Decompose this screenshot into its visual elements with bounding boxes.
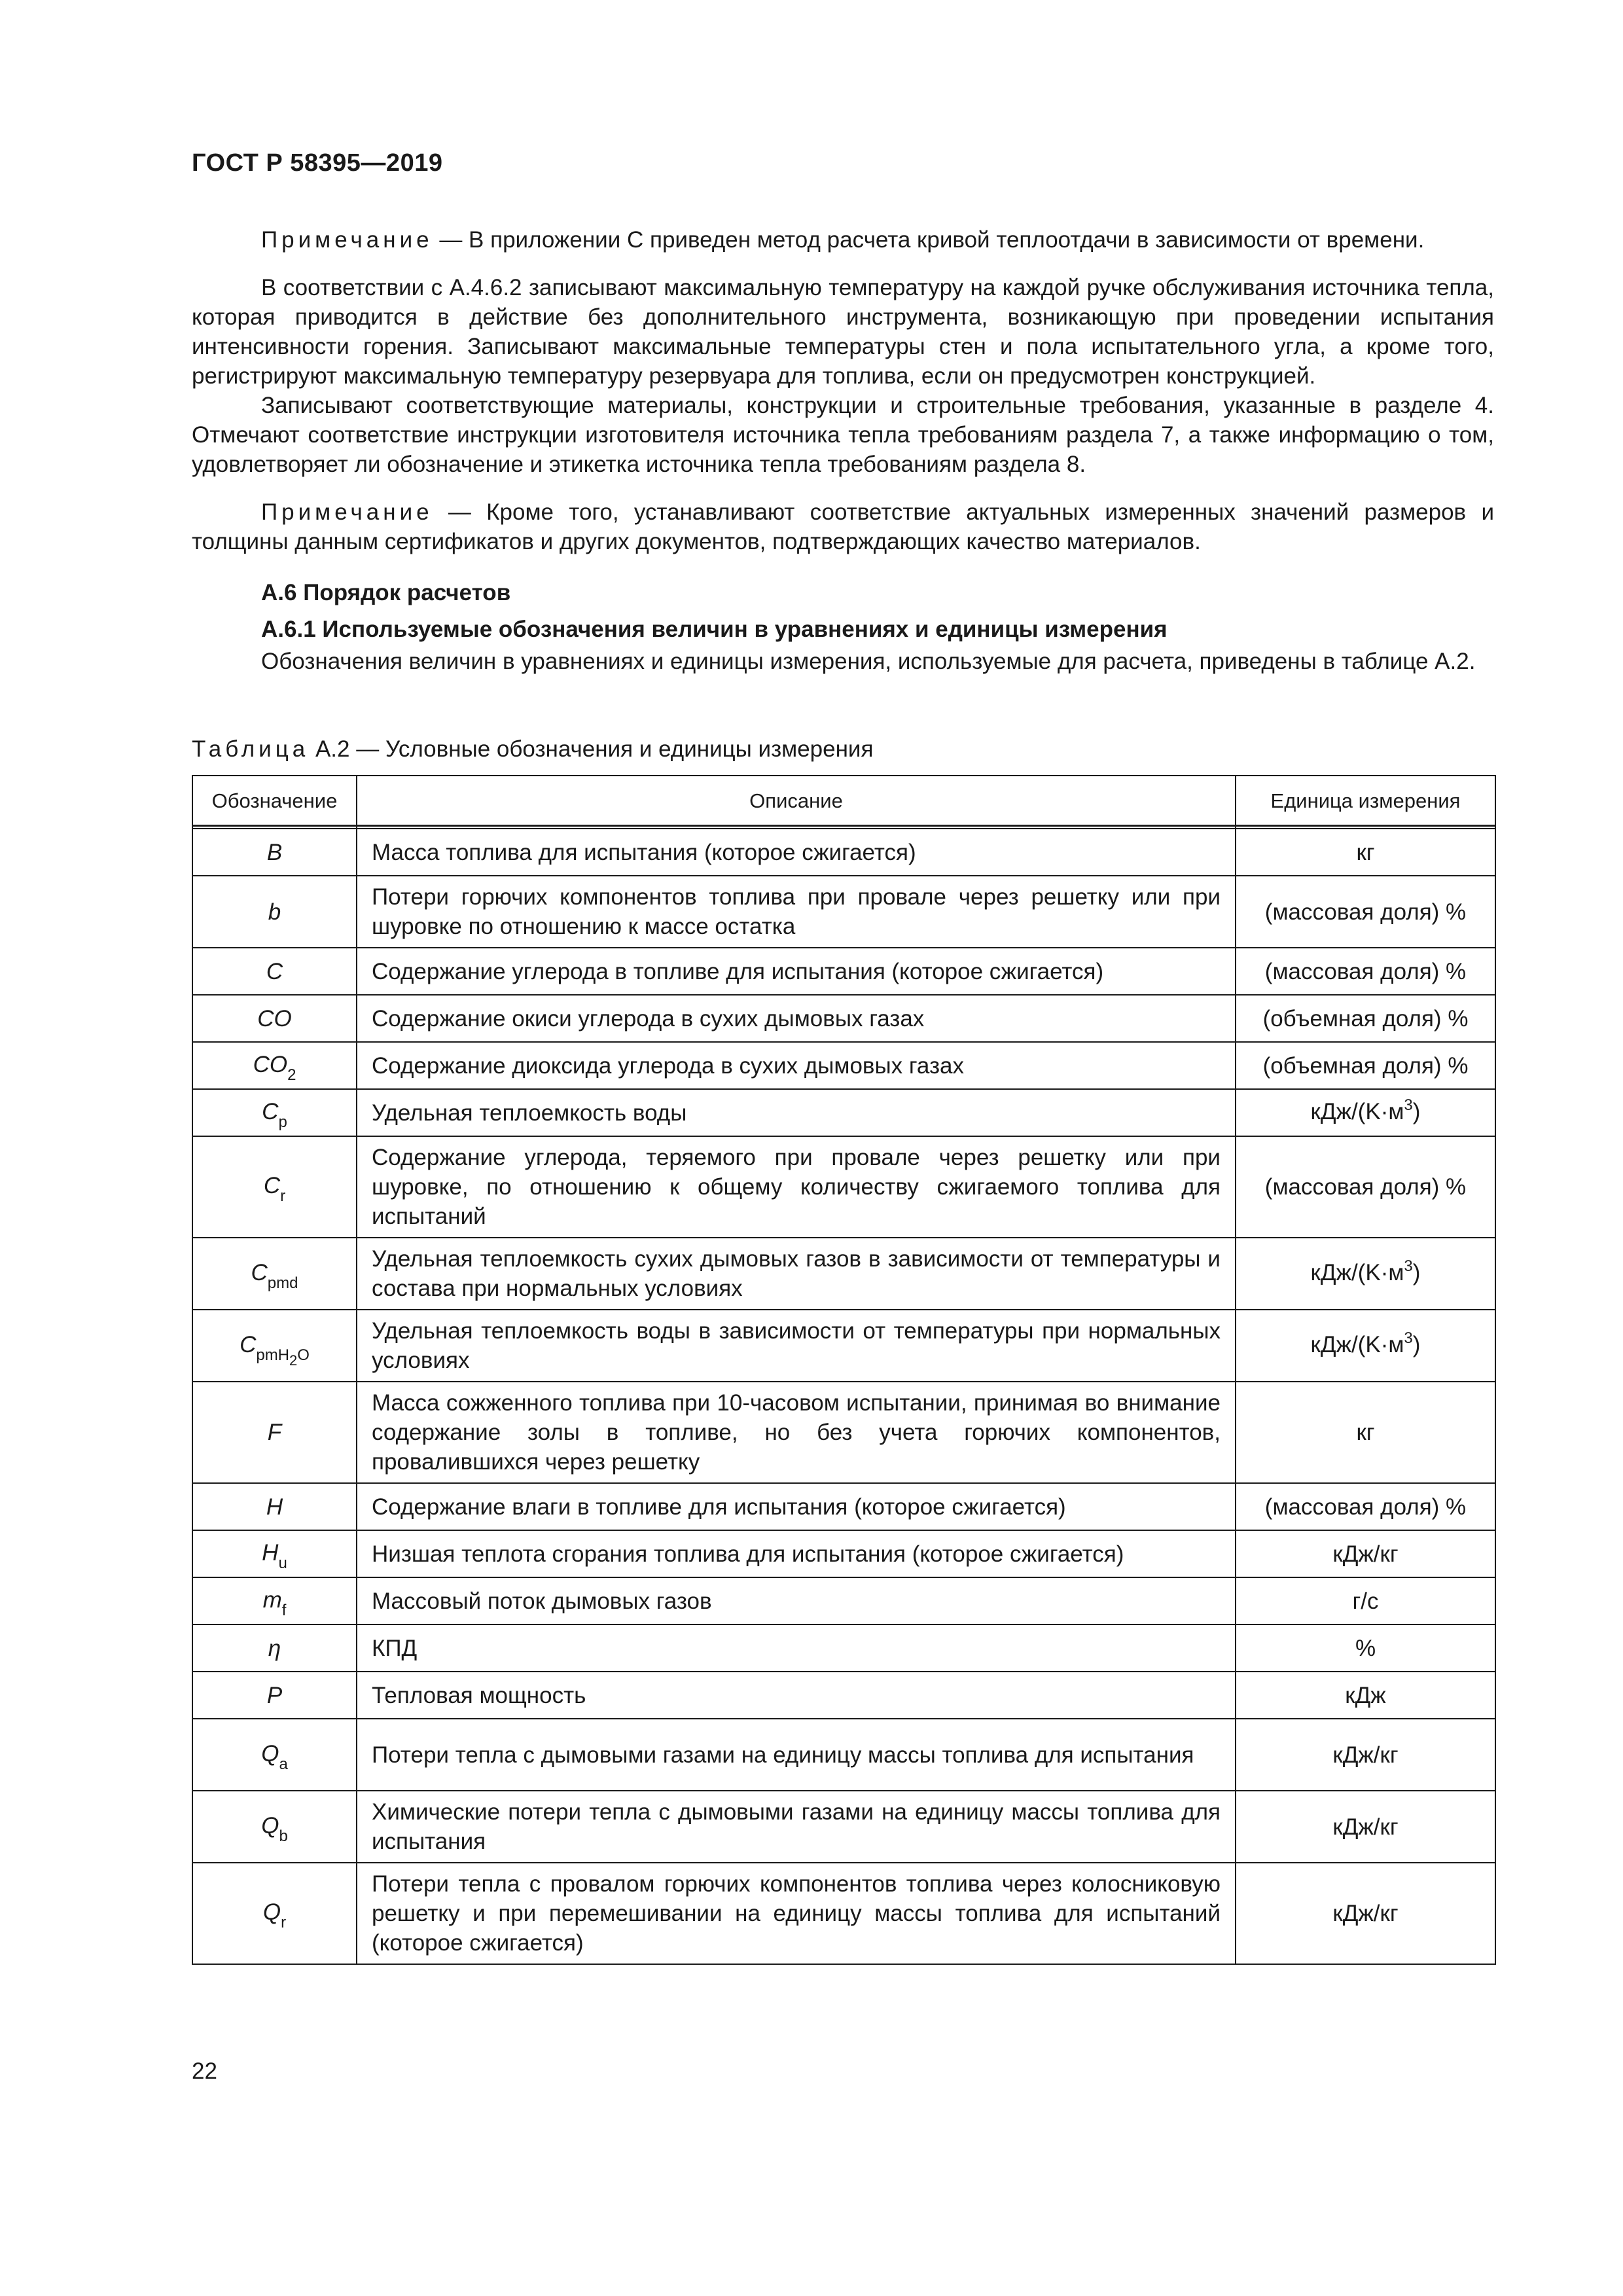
paragraph-2: Записывают соответствующие материалы, конструкции и строительные требования, указанные в разделе 4. Отмечают соответствие инструкции изготовителя источника тепла требованиям раздела 7, а также информацию о том, удовлетворяет ли обозначение и этикетка источника тепла требованиям раздела 8. — [192, 393, 1494, 477]
row-unit — [1236, 995, 1495, 1042]
symbol-subscript: u — [278, 1554, 287, 1572]
row-unit — [1236, 1136, 1495, 1238]
body-text-block — [192, 225, 1494, 556]
unit-text: % — [1355, 1635, 1376, 1661]
unit-superscript: 3 — [1404, 1257, 1413, 1275]
note-1-text: — В приложении С приведен метод расчета кривой теплоотдачи в зависимости от времени. — [433, 227, 1425, 253]
symbol-main: C — [266, 958, 283, 984]
note-1-label: Примечание — [261, 227, 433, 253]
row-description: Низшая теплота сгорания топлива для испытания (которое сжигается) — [357, 1530, 1236, 1577]
row-symbol — [192, 995, 357, 1042]
unit-text: кДж/(K·м — [1310, 1331, 1404, 1357]
row-description: Содержание окиси углерода в сухих дымовых газах — [357, 995, 1236, 1042]
section-a61-text-block — [192, 647, 1494, 676]
row-description: Удельная теплоемкость воды в зависимости от температуры при нормальных условиях — [357, 1310, 1236, 1382]
symbol-main: C — [251, 1259, 268, 1285]
unit-end: ) — [1412, 1259, 1421, 1285]
row-unit — [1236, 1791, 1495, 1863]
unit-text: (массовая доля) % — [1264, 899, 1467, 925]
row-unit — [1236, 1672, 1495, 1719]
symbols-table — [192, 775, 1496, 1965]
row-symbol — [192, 1382, 357, 1483]
row-symbol — [192, 1483, 357, 1530]
symbol-subscript: pmH — [256, 1346, 290, 1364]
row-description: Содержание углерода в топливе для испытания (которое сжигается) — [357, 948, 1236, 995]
note-2 — [192, 497, 1494, 556]
section-a61-title: А.6.1 Используемые обозначения величин в уравнениях и единицы измерения — [261, 617, 1168, 642]
row-symbol — [192, 1136, 357, 1238]
row-description: Содержание углерода, теряемого при провале через решетку или при шуровке, по отношению к общему количеству сжигаемого топлива для испытаний — [357, 1136, 1236, 1238]
table-row — [192, 1530, 1495, 1577]
unit-text: кДж/кг — [1332, 1742, 1399, 1768]
table-row — [192, 1238, 1495, 1310]
row-unit — [1236, 1577, 1495, 1624]
table-body — [192, 826, 1495, 1965]
table-caption-label: Таблица — [192, 736, 310, 762]
symbol-subscript: p — [278, 1113, 287, 1131]
row-symbol — [192, 1310, 357, 1382]
symbol-main: Q — [261, 1740, 279, 1767]
row-symbol — [192, 948, 357, 995]
row-unit — [1236, 1719, 1495, 1791]
table-row — [192, 1791, 1495, 1863]
table-caption — [192, 736, 873, 762]
row-symbol — [192, 1089, 357, 1136]
row-description: Содержание влаги в топливе для испытания (которое сжигается) — [357, 1483, 1236, 1530]
row-symbol — [192, 1863, 357, 1964]
row-symbol — [192, 829, 357, 876]
table-row — [192, 1042, 1495, 1089]
symbol-main: H — [262, 1539, 279, 1566]
row-symbol — [192, 1042, 357, 1089]
paragraph-1: В соответствии с А.4.6.2 записывают максимальную температуру на каждой ручке обслуживания источника тепла, которая приводится в действие без дополнительного инструмента, возникающую при проведении испытания интенсивности горения. Записывают максимальные температуры стен и пола испытательного угла, а кроме того, регистрируют максимальную температуру резервуара для топлива, если он предусмотрен конструкцией. — [192, 275, 1494, 389]
symbol-subscript: r — [281, 1914, 287, 1931]
row-unit — [1236, 1863, 1495, 1964]
row-description: КПД — [357, 1624, 1236, 1672]
symbol-main: b — [268, 899, 281, 925]
unit-superscript: 3 — [1404, 1096, 1413, 1114]
table-row — [192, 1719, 1495, 1791]
row-unit — [1236, 1238, 1495, 1310]
unit-text: (объемная доля) % — [1262, 1005, 1469, 1031]
table-row — [192, 1310, 1495, 1382]
symbol-main: C — [263, 1173, 281, 1198]
symbol-main: m — [262, 1587, 282, 1613]
section-a61-text: Обозначения величин в уравнениях и единицы измерения, используемые для расчета, приведены в таблице А.2. — [261, 649, 1476, 674]
unit-text: г/с — [1352, 1588, 1379, 1614]
row-description: Химические потери тепла с дымовыми газами на единицу массы топлива для испытания — [357, 1791, 1236, 1863]
unit-text: (массовая доля) % — [1264, 958, 1467, 984]
row-description: Тепловая мощность — [357, 1672, 1236, 1719]
note-2-text: — Кроме того, устанавливают соответствие актуальных измеренных значений размеров и толщины данным сертификатов и других документов, подтверждающих качество материалов. — [192, 499, 1494, 554]
row-unit — [1236, 1624, 1495, 1672]
row-symbol — [192, 1672, 357, 1719]
page-number: 22 — [192, 2058, 217, 2084]
symbol-main: CO — [253, 1051, 288, 1077]
table-row — [192, 1577, 1495, 1624]
table-row — [192, 1089, 1495, 1136]
symbol-main: P — [266, 1682, 283, 1708]
header-symbol: Обозначение — [192, 776, 357, 826]
unit-end: ) — [1412, 1098, 1421, 1124]
table-caption-text: А.2 — Условные обозначения и единицы измерения — [309, 736, 874, 762]
unit-text: кДж — [1345, 1682, 1386, 1708]
table-row — [192, 1863, 1495, 1964]
row-description: Содержание диоксида углерода в сухих дымовых газах — [357, 1042, 1236, 1089]
row-description: Потери горючих компонентов топлива при провале через решетку или при шуровке по отношению к массе остатка — [357, 876, 1236, 948]
unit-superscript: 3 — [1404, 1329, 1413, 1347]
row-symbol — [192, 1530, 357, 1577]
row-description: Потери тепла с дымовыми газами на единицу массы топлива для испытания — [357, 1719, 1236, 1791]
row-symbol — [192, 1624, 357, 1672]
header-description: Описание — [357, 776, 1236, 826]
note-1 — [192, 225, 1494, 255]
unit-text: кДж/(K·м — [1310, 1259, 1404, 1285]
symbol-main: C — [240, 1331, 257, 1357]
unit-text: кДж/кг — [1332, 1901, 1399, 1926]
table-row — [192, 1136, 1495, 1238]
row-description: Масса топлива для испытания (которое сжигается) — [357, 829, 1236, 876]
row-unit — [1236, 1530, 1495, 1577]
row-unit — [1236, 1042, 1495, 1089]
row-description: Масса сожженного топлива при 10-часовом испытании, принимая во внимание содержание золы в топливе, но без учета горючих компонентов, провалившихся через решетку — [357, 1382, 1236, 1483]
row-unit — [1236, 948, 1495, 995]
table-row — [192, 1483, 1495, 1530]
row-symbol — [192, 1791, 357, 1863]
symbol-main: Q — [261, 1812, 279, 1839]
unit-text: кг — [1356, 839, 1375, 865]
symbol-subscript: b — [279, 1827, 288, 1845]
row-description: Массовый поток дымовых газов — [357, 1577, 1236, 1624]
symbol-main: B — [266, 839, 283, 865]
symbol-main: C — [262, 1098, 279, 1124]
table-row — [192, 948, 1495, 995]
symbol-subscript-end: O — [297, 1346, 310, 1364]
symbol-main: CO — [257, 1005, 292, 1031]
symbol-main: η — [268, 1635, 281, 1661]
row-description: Удельная теплоемкость сухих дымовых газов в зависимости от температуры и состава при нормальных условиях — [357, 1238, 1236, 1310]
symbol-subscript: pmd — [267, 1274, 298, 1292]
row-description: Удельная теплоемкость воды — [357, 1089, 1236, 1136]
section-a6-title: А.6 Порядок расчетов — [261, 580, 511, 605]
row-symbol — [192, 876, 357, 948]
row-unit — [1236, 876, 1495, 948]
symbol-main: Q — [262, 1899, 281, 1925]
table-row — [192, 1672, 1495, 1719]
note-2-label: Примечание — [261, 499, 433, 525]
symbol-subscript: r — [280, 1187, 286, 1205]
row-unit — [1236, 1382, 1495, 1483]
unit-text: (массовая доля) % — [1264, 1174, 1467, 1200]
symbol-subscript: a — [279, 1755, 288, 1773]
symbol-subscript: f — [281, 1601, 287, 1619]
row-unit — [1236, 1089, 1495, 1136]
header-unit: Единица измерения — [1236, 776, 1495, 826]
symbol-main: H — [266, 1494, 283, 1520]
unit-text: (массовая доля) % — [1264, 1494, 1467, 1520]
unit-text: кДж/кг — [1332, 1814, 1399, 1840]
symbol-subscript-2: 2 — [289, 1352, 298, 1369]
unit-text: кг — [1356, 1420, 1375, 1445]
unit-end: ) — [1412, 1331, 1421, 1357]
row-symbol — [192, 1238, 357, 1310]
unit-text: кДж/(K·м — [1310, 1098, 1404, 1124]
table-row — [192, 1624, 1495, 1672]
table-row — [192, 995, 1495, 1042]
symbol-subscript: 2 — [287, 1066, 296, 1084]
row-unit — [1236, 829, 1495, 876]
unit-text: (объемная доля) % — [1262, 1052, 1469, 1079]
row-symbol — [192, 1577, 357, 1624]
table-row — [192, 1382, 1495, 1483]
unit-text: кДж/кг — [1332, 1541, 1399, 1567]
table-row — [192, 876, 1495, 948]
row-symbol — [192, 1719, 357, 1791]
row-unit — [1236, 1483, 1495, 1530]
row-unit — [1236, 1310, 1495, 1382]
document-id-header: ГОСТ Р 58395—2019 — [192, 149, 443, 177]
table-row — [192, 829, 1495, 876]
symbol-main: F — [267, 1420, 282, 1445]
table-header-row — [192, 776, 1495, 826]
row-description: Потери тепла с провалом горючих компонентов топлива через колосниковую решетку и при перемешивании на единицу массы топлива для испытаний (которое сжигается) — [357, 1863, 1236, 1964]
